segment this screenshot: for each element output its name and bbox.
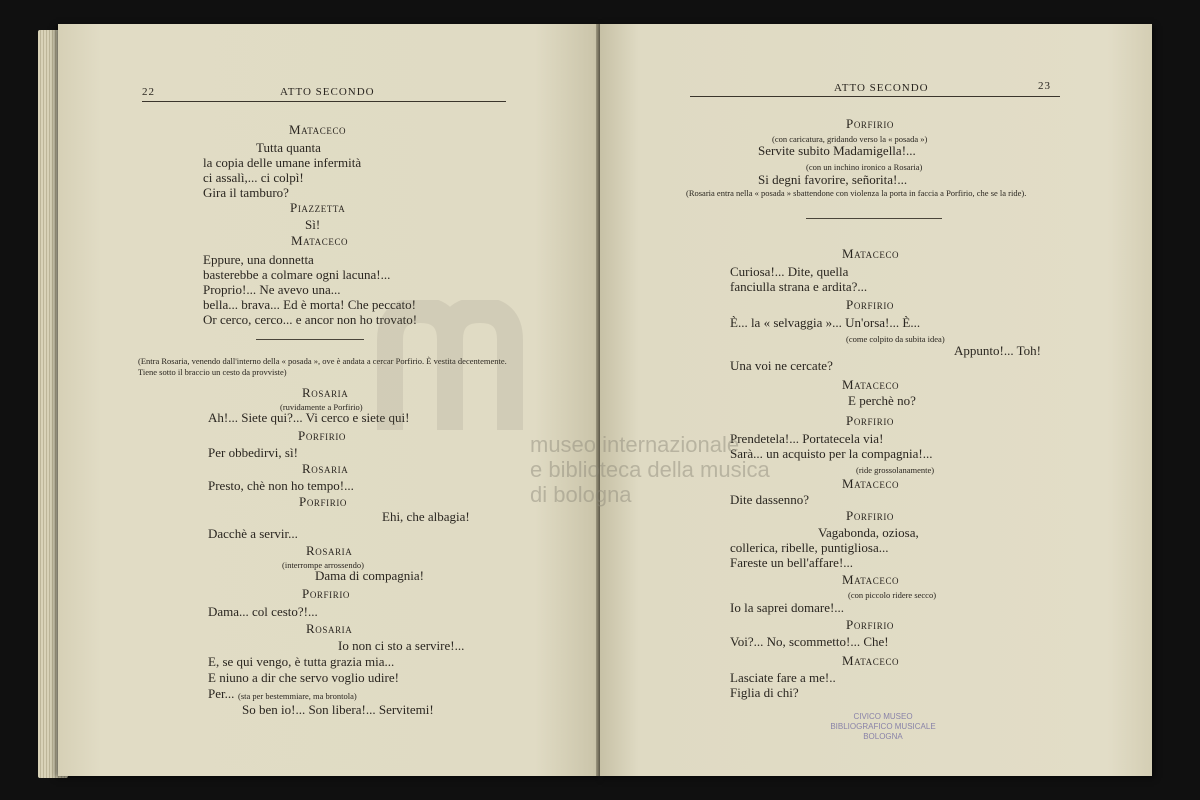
right-head-rule: [690, 96, 1060, 97]
right-page-number: 23: [1038, 80, 1051, 92]
speaker-name: Porfirio: [302, 586, 351, 601]
museum-logo-watermark: [370, 300, 530, 440]
stage-direction: (come colpito da subita idea): [846, 334, 945, 344]
verse-line: E niuno a dir che servo voglio udire!: [208, 670, 399, 685]
verse-line: Or cerco, cerco... e ancor non ho trovato!: [203, 312, 418, 327]
left-running-head: ATTO SECONDO: [280, 86, 375, 98]
speaker-name: Mataceco: [842, 377, 900, 392]
speaker-name: Mataceco: [842, 572, 900, 587]
verse-line: fanciulla strana e ardita?...: [730, 279, 868, 294]
verse-line: Tutta quanta: [256, 140, 321, 155]
verse-line: Per obbedirvi, sì!: [208, 445, 298, 460]
verse-line: Servite subito Madamigella!...: [758, 143, 916, 158]
verse-line: Dama... col cesto?!...: [208, 604, 318, 619]
verse-line: Proprio!... Ne avevo una...: [203, 282, 341, 297]
speaker-name: Mataceco: [842, 653, 900, 668]
stage-direction: (Rosaria entra nella « posada » sbattendone con violenza la porta in faccia a Porfirio, che se la ride).: [686, 188, 1027, 198]
speaker-name: Porfirio: [846, 508, 895, 523]
verse-line: Presto, chè non ho tempo!...: [208, 478, 354, 493]
verse-line: Appunto!... Toh!: [954, 343, 1041, 358]
speaker-name: Rosaria: [306, 543, 353, 558]
verse-line: Si degni favorire, señorita!...: [758, 172, 908, 187]
verse-line: bella... brava... Ed è morta! Che peccato!: [203, 297, 416, 312]
right-page: [600, 24, 1152, 776]
speaker-name: Piazzetta: [290, 200, 346, 215]
speaker-name: Rosaria: [302, 385, 349, 400]
verse-line: ci assalì,... ci colpì!: [203, 170, 304, 185]
watermark-text: e biblioteca della musica: [530, 457, 770, 482]
left-head-rule: [142, 101, 506, 102]
speaker-name: Porfirio: [846, 297, 895, 312]
speaker-name: Porfirio: [846, 413, 895, 428]
speaker-name: Porfirio: [298, 428, 347, 443]
speaker-name: Porfirio: [299, 494, 348, 509]
stage-direction: (interrompe arrossendo): [282, 560, 364, 570]
verse-line: Dacchè a servir...: [208, 526, 298, 541]
verse-line: Vagabonda, oziosa,: [818, 525, 919, 540]
verse-line: Per...: [208, 686, 235, 701]
verse-line: Ah!... Siete qui?... Vi cerco e siete qui!: [208, 410, 410, 425]
speaker-name: Rosaria: [306, 621, 353, 636]
stamp-line: BOLOGNA: [863, 732, 903, 741]
left-page-number: 22: [142, 86, 155, 98]
verse-line: Una voi ne cercate?: [730, 358, 833, 373]
watermark-text: museo internazionale: [530, 432, 740, 457]
verse-line: collerica, ribelle, puntigliosa...: [730, 540, 889, 555]
speaker-name: Rosaria: [302, 461, 349, 476]
verse-line: Prendetela!... Portatecela via!: [730, 431, 884, 446]
speaker-name: Mataceco: [291, 233, 349, 248]
speaker-name: Mataceco: [842, 476, 900, 491]
speaker-name: Porfirio: [846, 116, 895, 131]
verse-line: Ehi, che albagia!: [382, 509, 470, 524]
verse-line: basterebbe a colmare ogni lacuna!...: [203, 267, 391, 282]
verse-line: Curiosa!... Dite, quella: [730, 264, 849, 279]
stage-direction: (con caricatura, gridando verso la « posada »): [772, 134, 928, 144]
verse-line: Dama di compagnia!: [315, 568, 425, 583]
verse-line: Fareste un bell'affare!...: [730, 555, 854, 570]
stage-direction: (ride grossolanamente): [856, 465, 935, 475]
verse-line: So ben io!... Son libera!... Servitemi!: [242, 702, 434, 717]
verse-line: È... la « selvaggia »... Un'orsa!... È...: [730, 315, 921, 330]
stage-direction: (con un inchino ironico a Rosaria): [806, 162, 923, 172]
stage-direction: (con piccolo ridere secco): [848, 590, 937, 600]
speaker-name: Mataceco: [842, 246, 900, 261]
scene-divider: [256, 339, 364, 340]
verse-line: Io la saprei domare!...: [730, 600, 845, 615]
verse-line: Io non ci sto a servire!...: [338, 638, 465, 653]
speaker-name: Mataceco: [289, 122, 347, 137]
verse-line: Dite dassenno?: [730, 492, 810, 507]
stage-direction: (ruvidamente a Porfirio): [280, 402, 363, 412]
right-running-head: ATTO SECONDO: [834, 82, 929, 94]
verse-line: E, se qui vengo, è tutta grazia mia...: [208, 654, 395, 669]
verse-line: Eppure, una donnetta: [203, 252, 314, 267]
library-stamp: [808, 712, 958, 752]
verse-line: Sì!: [305, 217, 321, 232]
scene-divider: [806, 218, 942, 219]
stamp-line: BIBLIOGRAFICO MUSICALE: [830, 722, 936, 731]
speaker-name: Porfirio: [846, 617, 895, 632]
verse-line: Gira il tamburo?: [203, 185, 289, 200]
verse-line: Sarà... un acquisto per la compagnia!...: [730, 446, 933, 461]
verse-line: Lasciate fare a me!..: [730, 670, 836, 685]
stage-direction: (Entra Rosaria, venendo dall'interno della « posada », ove è andata a cercar Porfirio. È vestita decentemente. Tiene sotto il braccio un cesto da provviste): [138, 356, 507, 377]
verse-line: Figlia di chi?: [730, 685, 799, 700]
stage-direction: (sta per bestemmiare, ma brontola): [238, 691, 357, 701]
verse-line: Voi?... No, scommetto!... Che!: [730, 634, 889, 649]
watermark-text: di bologna: [530, 482, 632, 507]
stamp-line: CIVICO MUSEO: [853, 712, 913, 721]
verse-line: la copia delle umane infermità: [203, 155, 362, 170]
verse-line: E perchè no?: [848, 393, 916, 408]
